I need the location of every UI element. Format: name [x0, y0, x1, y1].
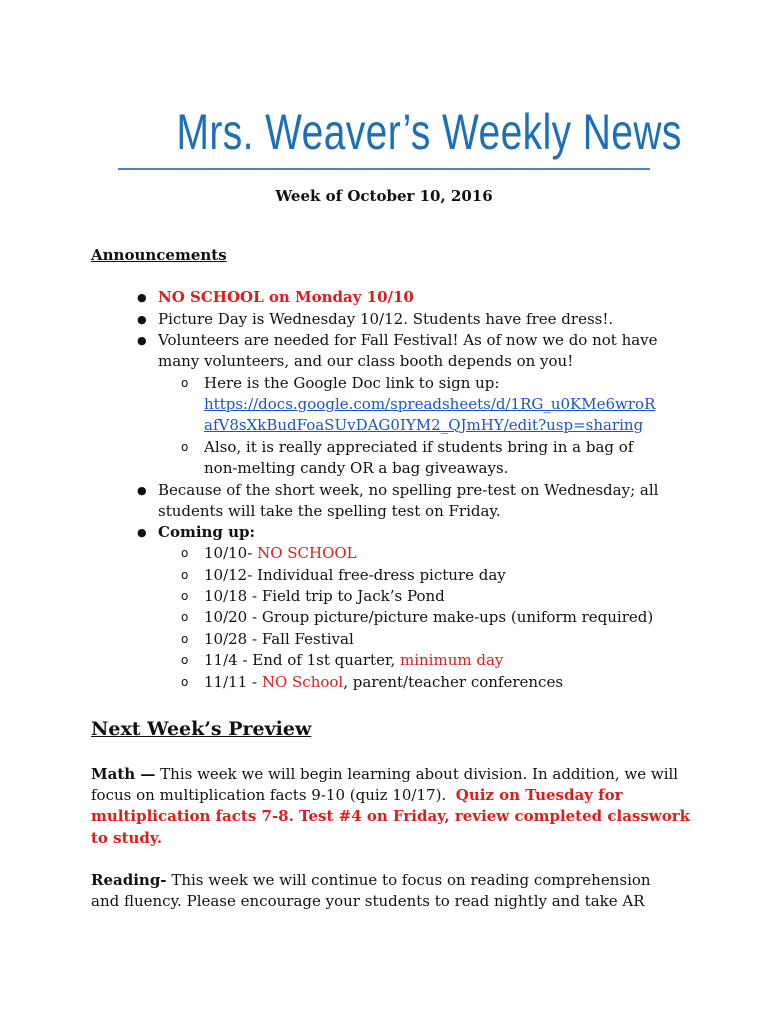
event-highlight: minimum day	[400, 651, 504, 669]
event-desc: -	[247, 673, 262, 691]
newsletter-title: Mrs. Weaver’s Weekly News	[176, 104, 682, 160]
picture-day-notice: Picture Day is Wednesday 10/12. Students have free dress!.	[158, 310, 614, 328]
volunteers-notice-line1: Volunteers are needed for Fall Festival! As of now we do not have	[158, 331, 658, 349]
event-date: 11/4	[204, 651, 238, 669]
circle-bullet-icon: o	[181, 589, 189, 603]
event-item	[204, 586, 445, 607]
math-text: This week we will begin learning about division. In addition, we will	[155, 765, 679, 783]
event-desc: - Field trip to Jack’s Pond	[247, 587, 445, 605]
math-text: focus on multiplication facts 9-10 (quiz 10/17).	[91, 786, 447, 804]
circle-bullet-icon: o	[181, 675, 189, 689]
event-item	[204, 543, 357, 564]
signup-link-line2[interactable]: afV8sXkBudFoaSUvDAG0IYM2_QJmHY/edit?usp=sharing	[204, 416, 644, 434]
event-item	[204, 650, 503, 671]
event-highlight: NO School	[261, 673, 344, 691]
reading-line2: and fluency. Please encourage your students to read nightly and take AR	[91, 892, 645, 910]
event-desc-after: , parent/teacher conferences	[343, 673, 564, 691]
circle-bullet-icon: o	[181, 376, 189, 390]
candy-notice-line1: Also, it is really appreciated if students bring in a bag of	[204, 438, 634, 456]
bullet-icon: ●	[137, 526, 147, 539]
announcements-heading: Announcements	[91, 246, 227, 264]
reading-label: Reading-	[91, 871, 167, 889]
circle-bullet-icon: o	[181, 653, 189, 667]
event-desc: Individual free-dress picture day	[252, 566, 506, 584]
google-doc-intro: Here is the Google Doc link to sign up:	[204, 374, 500, 392]
preview-heading: Next Week’s Preview	[91, 718, 312, 740]
bullet-icon: ●	[137, 291, 147, 304]
math-line2	[91, 785, 622, 806]
math-label: Math —	[91, 765, 156, 783]
event-item	[204, 607, 653, 628]
no-school-notice: NO SCHOOL on Monday 10/10	[158, 288, 414, 306]
circle-bullet-icon: o	[181, 632, 189, 646]
event-date: 10/28	[204, 630, 248, 648]
math-test-highlight: multiplication facts 7-8. Test #4 on Friday, review completed classwork	[91, 807, 691, 825]
circle-bullet-icon: o	[181, 568, 189, 582]
reading-line1	[91, 870, 651, 891]
event-date: 10/12-	[204, 566, 253, 584]
week-of-date: Week of October 10, 2016	[275, 187, 493, 205]
math-quiz-highlight: Quiz on Tuesday for	[455, 786, 623, 804]
event-item	[204, 565, 506, 586]
event-date: 10/20	[204, 608, 248, 626]
circle-bullet-icon: o	[181, 546, 189, 560]
event-desc: - Group picture/picture make-ups (uniform required)	[247, 608, 654, 626]
event-highlight: NO SCHOOL	[252, 544, 357, 562]
bullet-icon: ●	[137, 313, 147, 326]
volunteers-notice-line2: many volunteers, and our class booth depends on you!	[158, 352, 574, 370]
math-study-highlight: to study.	[91, 829, 163, 847]
circle-bullet-icon: o	[181, 440, 189, 454]
math-line1	[91, 764, 678, 785]
coming-up-label: Coming up:	[158, 523, 256, 541]
candy-notice-line2: non-melting candy OR a bag giveaways.	[204, 459, 509, 477]
reading-text: This week we will continue to focus on reading comprehension	[166, 871, 651, 889]
spelling-notice-line2: students will take the spelling test on Friday.	[158, 502, 501, 520]
signup-link-line1[interactable]: https://docs.google.com/spreadsheets/d/1RG_u0KMe6wroR	[204, 395, 656, 413]
event-date: 10/10-	[204, 544, 253, 562]
bullet-icon: ●	[137, 484, 147, 497]
title-underline	[118, 168, 650, 170]
event-date: 11/11	[204, 673, 248, 691]
circle-bullet-icon: o	[181, 610, 189, 624]
bullet-icon: ●	[137, 334, 147, 347]
event-item	[204, 629, 354, 650]
spelling-notice-line1: Because of the short week, no spelling pre-test on Wednesday; all	[158, 481, 659, 499]
event-desc: - End of 1st quarter,	[237, 651, 400, 669]
event-date: 10/18	[204, 587, 248, 605]
event-desc: - Fall Festival	[247, 630, 354, 648]
event-item	[204, 672, 563, 693]
